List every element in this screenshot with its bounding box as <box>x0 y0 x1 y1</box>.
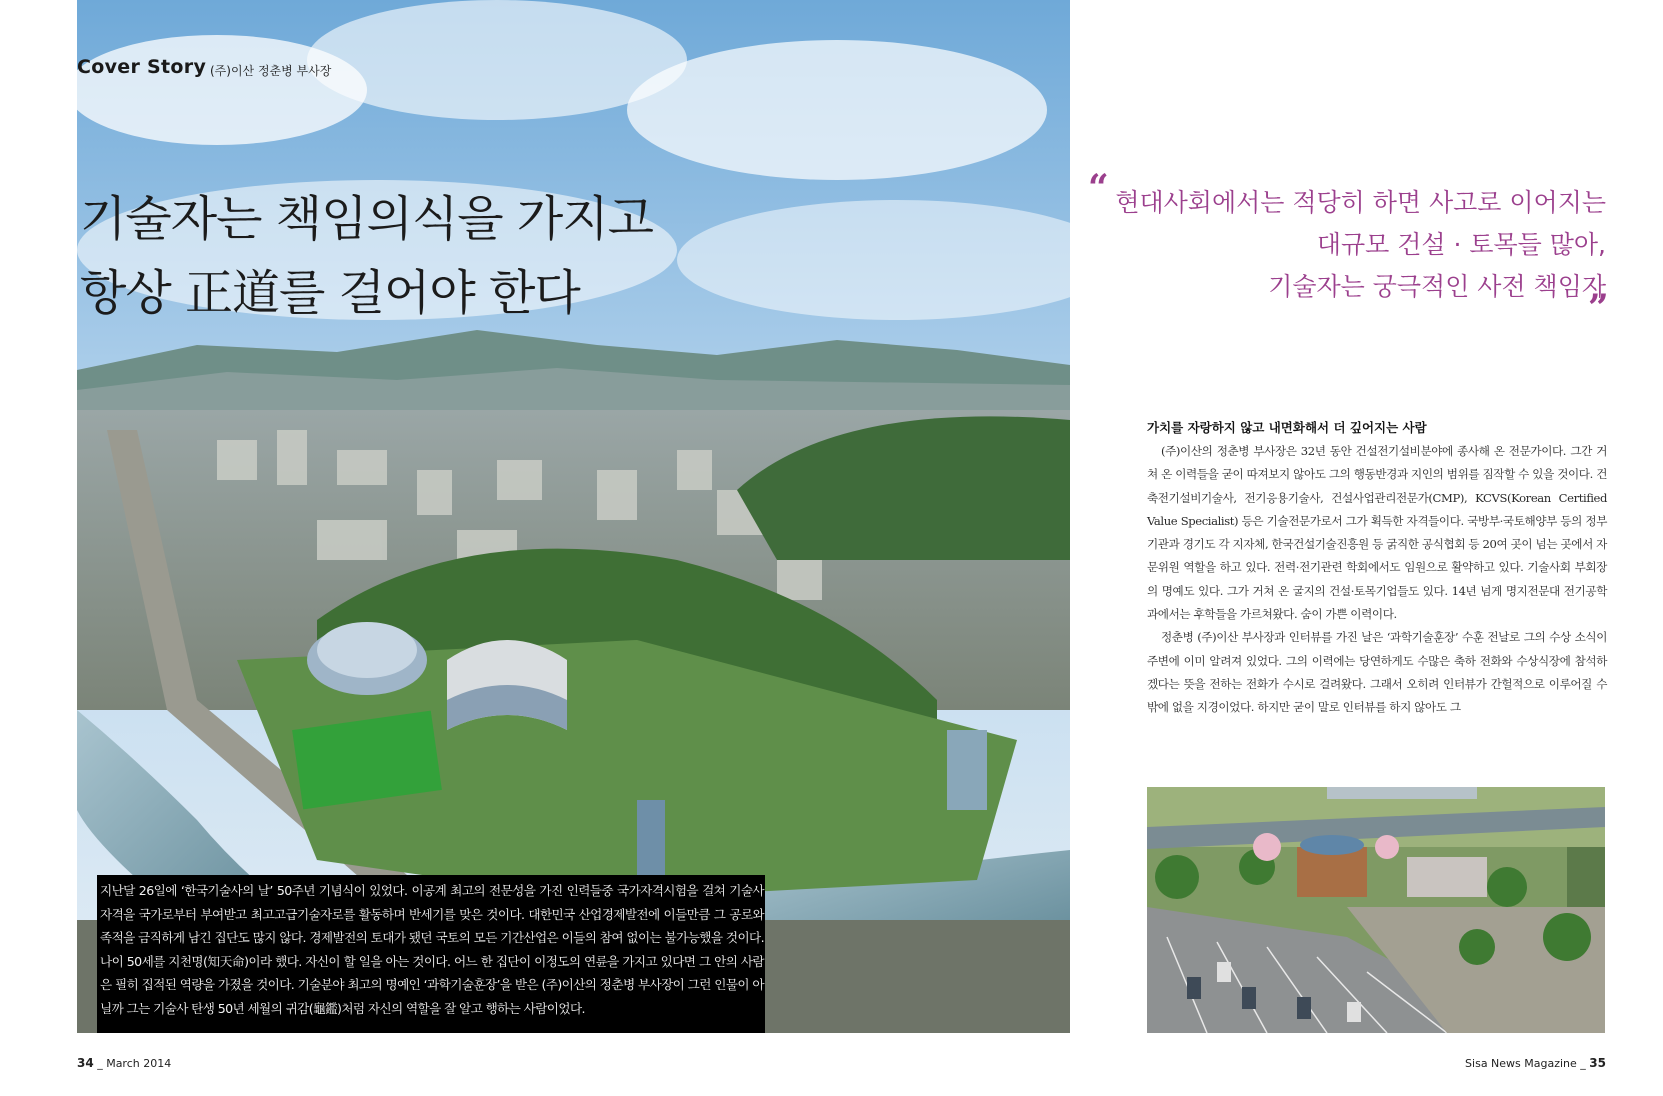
section-subtitle: (주)이산 정춘병 부사장 <box>210 64 332 78</box>
article-section-heading: 가치를 자랑하지 않고 내면화해서 더 깊어지는 사람 <box>1147 420 1427 435</box>
article-paragraph-2: 정춘병 (주)이산 부사장과 인터뷰를 가진 날은 ‘과학기술훈장’ 수훈 전날로 그의 수상 소식이 주변에 이미 알려져 있었다. 그의 이력에는 당연하게도 수많은 축하 전화와 수상식장에 참석하겠다는 뜻을 전하는 전화가 수시로 걸려왔다. 그래서 오히려 인터뷰가 간헐적으로 이루어질 수밖에 없을 지경이었다. 하지만 굳이 말로 인터뷰를 하지 않아도 그 <box>1147 630 1607 715</box>
headline-line-2: 항상 正道를 걸어야 한다 <box>80 265 580 321</box>
headline <box>80 182 653 330</box>
article-body <box>1147 440 1607 720</box>
open-quote-mark: “ <box>1088 167 1109 209</box>
page-number-left <box>77 1056 171 1070</box>
headline-line-1: 기술자는 책임의식을 가지고 <box>80 191 653 247</box>
page-number-left-value: 34 <box>77 1056 94 1070</box>
pull-quote-line-1: 현대사회에서는 적당히 하면 사고로 이어지는 <box>1115 188 1606 217</box>
folio-date: _ March 2014 <box>97 1057 172 1070</box>
page-number-right <box>1465 1056 1606 1070</box>
park-rendering-photo <box>1147 787 1605 1033</box>
pull-quote-line-3: 기술자는 궁극적인 사전 책임자 <box>1268 272 1606 301</box>
photo-caption: 지난달 26일에 ‘한국기술사의 날’ 50주년 기념식이 있었다. 이공계 최고의 전문성을 가진 인력들중 국가자격시험을 걸쳐 기술사자격을 국가로부터 부여받고 최고고급기술자로를 활동하며 반세기를 맞은 것이다. 대한민국 산업경제발전에 이들만큼 그 공로와 족적을 금직하게 남긴 집단도 많지 않다. 경제발전의 토대가 됐던 국토의 모든 기간산업은 이들의 참여 없이는 불가능했을 것이다. 나이 50세를 지천명(知天命)이라 했다. 자신이 할 일을 아는 것이다. 어느 한 집단이 이정도의 연륜을 가지고 있다면 그 안의 사람은 필히 집적된 역량을 가졌을 것이다. 기술분야 최고의 명예인 ‘과학기술훈장’을 받은 (주)이산의 정춘병 부사장이 그런 인물이 아닐까 그는 기술사 탄생 50년 세월의 귀감(龜鑑)처럼 자신의 역할을 잘 알고 행하는 사람이었다. <box>100 883 764 1016</box>
pull-quote-line-2: 대규모 건설 · 토목들 많아, <box>1316 230 1606 259</box>
pull-quote <box>1115 182 1606 308</box>
page-number-right-value: 35 <box>1589 1056 1606 1070</box>
section-label: Cover Story <box>77 56 207 78</box>
folio-magazine-name: Sisa News Magazine _ <box>1465 1057 1586 1070</box>
close-quote-mark: ” <box>1588 287 1609 329</box>
article-paragraph-1: (주)이산의 정춘병 부사장은 32년 동안 건설전기설비분야에 종사해 온 전문가이다. 그간 거쳐 온 이력들을 굳이 따져보지 않아도 그의 행동반경과 지인의 범위를 짐작할 수 있을 것이다. 건축전기설비기술사, 전기응용기술사, 건설사업관리전문가(CMP), KCVS(Korean Certified Value Specialist) 등은 기술전문가로서 그가 획득한 자격들이다. 국방부·국토해양부 등의 정부기관과 경기도 각 지자체, 한국건설기술진흥원 등 굵직한 공식협회 등 20여 곳이 넘는 곳에서 자문위원 역할을 하고 있다. 전력·전기관련 학회에서도 임원으로 활약하고 있다. 기술사회 부회장의 명예도 있다. 그가 거쳐 온 굴지의 건설·토목기업들도 있다. 14년 넘게 명지전문대 전기공학과에서는 후학들을 가르쳐왔다. 숨이 가쁜 이력이다. <box>1147 444 1607 622</box>
